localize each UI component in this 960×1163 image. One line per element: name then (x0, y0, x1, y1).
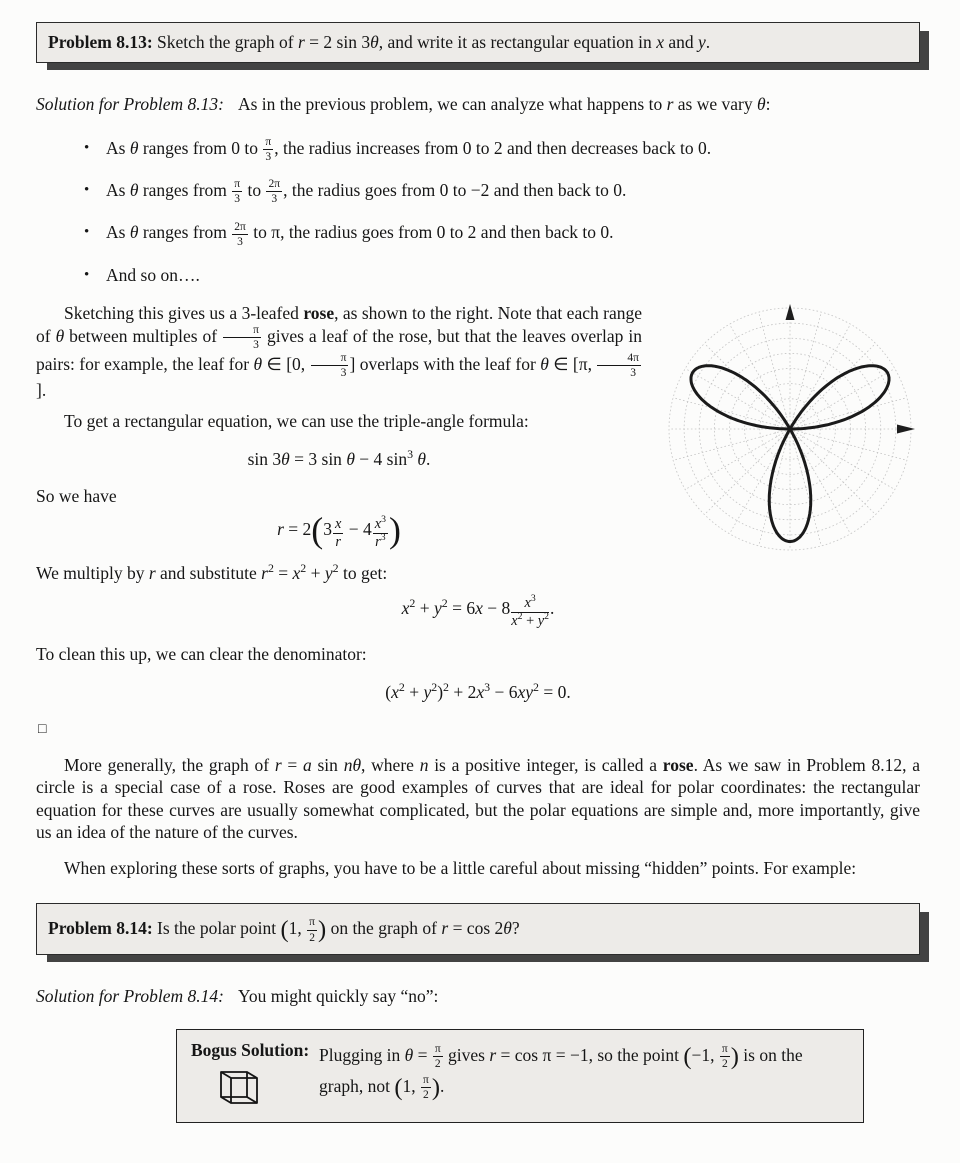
rose-figure (654, 302, 926, 558)
grid-spoke (673, 429, 790, 460)
solution-8-14-lead: Solution for Problem 8.14: (36, 985, 224, 1006)
polar-rose-svg (654, 302, 926, 558)
problem-8-14-box (36, 903, 920, 954)
list-item (84, 220, 920, 247)
equation-triple-angle: sin 3θ = 3 sin θ − 4 $\sin^3 \theta$. (247, 446, 431, 469)
bogus-solution-cube-icon (217, 1068, 319, 1113)
bullet-icon: • (84, 224, 90, 241)
list-item (84, 263, 920, 287)
bullet-icon: • (84, 181, 90, 198)
bullet-icon: • (84, 266, 90, 283)
list-item-text: As θ ranges from $\frac{2\pi}{3}$ to π, the radius goes from 0 to 2 and then back to 0. (106, 220, 614, 248)
grid-spoke (759, 312, 790, 429)
paragraph-hidden-points: When exploring these sorts of graphs, you have to be a little careful about missing “hidden” points. For example: (64, 857, 857, 878)
equation-substituted: $x^2 + y^2 = 6x - 8$ $\frac{x^3}{x^2 + y^2}$ . (401, 593, 555, 630)
list-item (84, 178, 920, 205)
bogus-solution-text: Plugging in θ = $\frac{\pi}{2}$ gives r = cos π = −1, so the point (−1, $\frac{\pi}{2}$ ) is on the graph, not (1, $\frac{\pi}{2}$ ). (319, 1042, 803, 1102)
axis-arrow-up-icon (786, 304, 795, 320)
theta-range-analysis-list (36, 136, 920, 287)
list-item-text: As θ ranges from 0 to $\frac{\pi}{3}$ , the radius increases from 0 to 2 and then decreases back to 0. (106, 135, 712, 163)
list-item-text: And so on…. (106, 264, 200, 285)
list-item (84, 136, 920, 163)
solution-8-13-intro-text: As in the previous problem, we can analyze what happens to r as we vary θ: (237, 94, 771, 114)
solution-8-14-intro-text: You might quickly say “no”: (237, 985, 439, 1006)
paragraph-multiply: We multiply by r and substitute $r^2 = x^2 + y^2$ to get: (36, 561, 388, 584)
paragraph-clean-up: To clean this up, we can clear the denominator: (36, 644, 367, 665)
paragraph-triple-angle: To get a rectangular equation, we can use the triple-angle formula: (64, 411, 529, 432)
paragraph-sketching: Sketching this gives us a 3-leafed rose, as shown to the right. Note that each range of θ between multiples of $\frac{\pi}{3}$ gives a leaf of the rose, but that the leaves overlap in pairs: for example, the leaf for θ ∈ [0, $\frac{\pi}{3}$ ] overlaps with the leaf for θ ∈ [π, $\frac{4\pi}{3}$ ]. (36, 302, 642, 400)
problem-8-13-statement: Sketch the graph of r = 2 sin 3θ, and write it as rectangular equation in x and y. (157, 32, 711, 52)
list-item-text: As θ ranges from $\frac{\pi}{3}$ to $\frac{2\pi}{3}$ , the radius goes from 0 to −2 and then back to 0. (106, 178, 627, 206)
solution-8-13-lead: Solution for Problem 8.13: (36, 94, 224, 114)
grid-spoke (704, 343, 790, 429)
end-of-solution-marker: □ (38, 721, 47, 737)
bogus-solution-box (176, 1029, 864, 1123)
solution-8-13-intro (36, 93, 920, 116)
so-we-have-text: So we have (36, 485, 117, 506)
problem-8-14-label: Problem 8.14: (48, 918, 153, 939)
problem-8-14-statement: Is the polar point (1, $\frac{\pi}{2}$ ) on the graph of r = cos 2θ? (157, 916, 520, 944)
bogus-solution-header (191, 1040, 319, 1113)
equation-rose-polar: r = 2(3 $\frac{x}{r}$ − 4 $\frac{x^3}{r^3}$ ) (277, 510, 401, 551)
bogus-solution-label: Bogus Solution: (191, 1039, 310, 1060)
grid-spoke (685, 429, 790, 490)
problem-8-13-label: Problem 8.13: (48, 32, 153, 52)
grid-spoke (704, 429, 790, 515)
equation-final-rectangular: $(x^2 + y^2)^2 + 2x^3 - 6xy^2 = 0$. (385, 680, 571, 702)
axis-arrow-right-icon (897, 424, 915, 433)
bullet-icon: • (84, 139, 90, 156)
problem-8-13-box (36, 22, 920, 63)
solution-8-14-intro (36, 981, 920, 1011)
paragraph-rose-general: More generally, the graph of r = a sin nθ, where n is a positive integer, is called a rose. As we saw in Problem 8.12, a circle is a special case of a rose. Roses are good examples of curves that are ideal for polar coordinates: the rectangular equation for these curves are usually somewhat complicated, but the polar equations are simple and, more importantly, give us an idea of the nature of the curves. (36, 754, 920, 843)
